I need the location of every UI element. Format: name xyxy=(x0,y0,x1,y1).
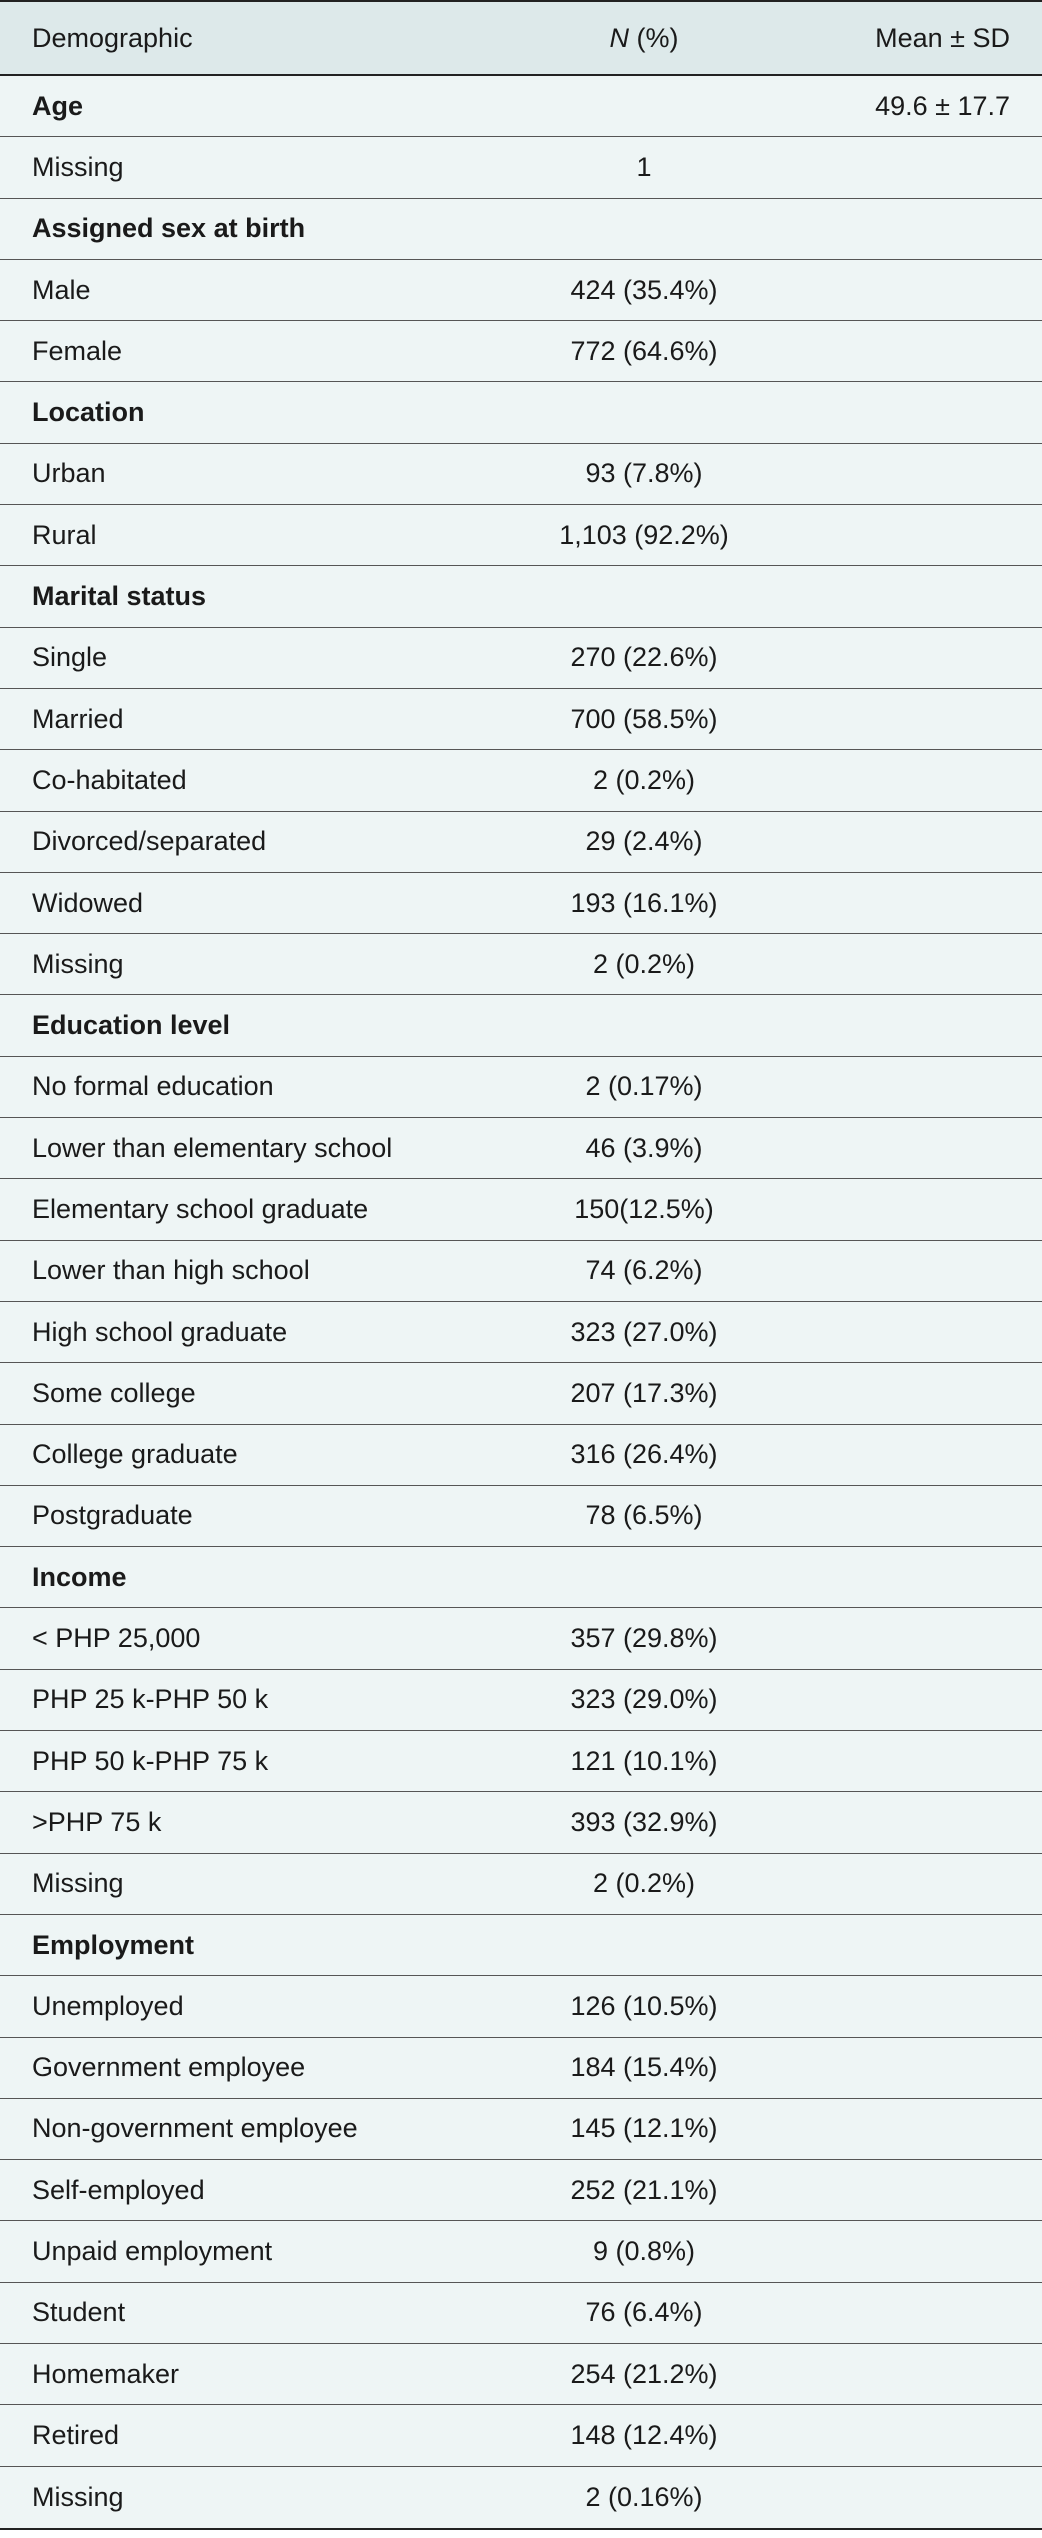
row-n-percent: 148 (12.4%) xyxy=(570,2419,718,2450)
table-row xyxy=(0,873,1042,934)
row-label: Missing xyxy=(32,151,124,182)
row-label: High school graduate xyxy=(32,1316,288,1347)
row-n-percent: 1 xyxy=(636,151,652,182)
table-row xyxy=(0,2221,1042,2282)
table-row xyxy=(0,1854,1042,1915)
row-n-percent: 393 (32.9%) xyxy=(570,1806,718,1837)
row-label: Male xyxy=(32,274,91,305)
section-label: Income xyxy=(32,1561,127,1592)
table-row xyxy=(0,2099,1042,2160)
row-label: Unpaid employment xyxy=(32,2236,273,2267)
table-row xyxy=(0,1486,1042,1547)
section-row xyxy=(0,1547,1042,1608)
row-n-percent: 2 (0.2%) xyxy=(592,764,696,795)
table-row xyxy=(0,750,1042,811)
row-label: Student xyxy=(32,2297,126,2328)
row-n-percent: 150(12.5%) xyxy=(574,1193,714,1224)
table-row xyxy=(0,628,1042,689)
section-row xyxy=(0,199,1042,260)
row-n-percent: 207 (17.3%) xyxy=(570,1377,718,1408)
table-row xyxy=(0,1118,1042,1179)
section-label: Marital status xyxy=(32,581,207,612)
row-n-percent: 76 (6.4%) xyxy=(585,2297,703,2328)
row-n-percent: 145 (12.1%) xyxy=(570,2113,718,2144)
table-row xyxy=(0,2344,1042,2405)
table-row xyxy=(0,1057,1042,1118)
section-label: Age xyxy=(32,90,84,121)
row-label: Married xyxy=(32,703,124,734)
row-n-percent: 1,103 (92.2%) xyxy=(559,519,729,550)
table-row xyxy=(0,321,1042,382)
row-n-percent: 78 (6.5%) xyxy=(585,1500,703,1531)
table-row xyxy=(0,505,1042,566)
row-label: PHP 25 k-PHP 50 k xyxy=(32,1684,269,1715)
section-row xyxy=(0,382,1042,443)
row-label: Divorced/separated xyxy=(32,826,267,857)
section-label: Assigned sex at birth xyxy=(32,213,306,244)
row-n-percent: 2 (0.16%) xyxy=(585,2481,703,2512)
row-label: Co-habitated xyxy=(32,764,187,795)
row-label: No formal education xyxy=(32,1071,274,1102)
row-label: Government employee xyxy=(32,2052,306,2083)
row-label: PHP 50 k-PHP 75 k xyxy=(32,1745,269,1776)
section-row xyxy=(0,995,1042,1056)
row-label: Postgraduate xyxy=(32,1500,193,1531)
table-row xyxy=(0,1302,1042,1363)
row-mean-sd: 49.6 ± 17.7 xyxy=(875,90,1010,121)
table-row xyxy=(0,1425,1042,1486)
table-row xyxy=(0,1731,1042,1792)
row-label: Retired xyxy=(32,2419,120,2450)
row-label: Some college xyxy=(32,1377,196,1408)
row-n-percent: 357 (29.8%) xyxy=(570,1623,718,1654)
row-n-percent: 184 (15.4%) xyxy=(570,2052,718,2083)
table-row xyxy=(0,260,1042,321)
row-n-percent: 93 (7.8%) xyxy=(585,458,703,489)
row-label: < PHP 25,000 xyxy=(32,1623,201,1654)
row-n-percent: 2 (0.2%) xyxy=(592,1868,696,1899)
table-row xyxy=(0,444,1042,505)
section-row xyxy=(0,1915,1042,1976)
row-n-percent: 424 (35.4%) xyxy=(570,274,718,305)
table-row xyxy=(0,1608,1042,1669)
row-label: Self-employed xyxy=(32,2174,205,2205)
table-body xyxy=(0,76,1042,2528)
row-label: Lower than high school xyxy=(32,1255,310,1286)
row-label: Homemaker xyxy=(32,2358,180,2389)
table-row xyxy=(0,2283,1042,2344)
row-n-percent: 46 (3.9%) xyxy=(585,1132,703,1163)
table-row xyxy=(0,1241,1042,1302)
table-row xyxy=(0,1976,1042,2037)
row-n-percent: 323 (27.0%) xyxy=(570,1316,718,1347)
row-label: Elementary school graduate xyxy=(32,1193,369,1224)
table-row xyxy=(0,1670,1042,1731)
header-n-percent xyxy=(470,23,818,54)
row-n-percent: 252 (21.1%) xyxy=(570,2174,718,2205)
row-n-percent: 772 (64.6%) xyxy=(570,335,718,366)
row-n-percent: 700 (58.5%) xyxy=(570,703,718,734)
row-label: Missing xyxy=(32,948,124,979)
row-label: Missing xyxy=(32,1868,124,1899)
row-label: College graduate xyxy=(32,1439,238,1470)
table-row xyxy=(0,812,1042,873)
row-n-percent: 29 (2.4%) xyxy=(585,826,703,857)
row-n-percent: 193 (16.1%) xyxy=(570,887,718,918)
row-label: Lower than elementary school xyxy=(32,1132,393,1163)
row-label: Missing xyxy=(32,2481,124,2512)
table-row xyxy=(0,2038,1042,2099)
row-n-percent: 2 (0.17%) xyxy=(585,1071,703,1102)
section-label: Location xyxy=(32,397,145,428)
row-label: Non-government employee xyxy=(32,2113,358,2144)
row-label: Single xyxy=(32,642,108,673)
row-label: Urban xyxy=(32,458,106,489)
row-n-percent: 74 (6.2%) xyxy=(585,1255,703,1286)
row-label: Unemployed xyxy=(32,1990,184,2021)
table-row xyxy=(0,1363,1042,1424)
table-row xyxy=(0,689,1042,750)
section-row xyxy=(0,566,1042,627)
row-label: >PHP 75 k xyxy=(32,1806,162,1837)
row-n-percent: 270 (22.6%) xyxy=(570,642,718,673)
row-n-percent: 121 (10.1%) xyxy=(570,1745,718,1776)
table-row xyxy=(0,1792,1042,1853)
table-row xyxy=(0,2160,1042,2221)
row-label: Female xyxy=(32,335,123,366)
header-mean-sd: Mean ± SD xyxy=(875,22,1010,53)
header-percent: (%) xyxy=(629,22,679,53)
table-row xyxy=(0,2405,1042,2466)
table-row xyxy=(0,1179,1042,1240)
row-n-percent: 2 (0.2%) xyxy=(592,948,696,979)
row-n-percent: 9 (0.8%) xyxy=(592,2236,696,2267)
row-label: Widowed xyxy=(32,887,144,918)
header-demographic: Demographic xyxy=(32,22,193,53)
header-n-symbol: N xyxy=(609,22,629,53)
table-header xyxy=(0,2,1042,76)
section-row xyxy=(0,76,1042,137)
section-label: Employment xyxy=(32,1929,195,1960)
table-row xyxy=(0,2467,1042,2528)
row-n-percent: 323 (29.0%) xyxy=(570,1684,718,1715)
section-label: Education level xyxy=(32,1010,231,1041)
row-label: Rural xyxy=(32,519,97,550)
row-n-percent: 316 (26.4%) xyxy=(570,1439,718,1470)
row-n-percent: 126 (10.5%) xyxy=(570,1990,718,2021)
table-row xyxy=(0,934,1042,995)
table-row xyxy=(0,137,1042,198)
row-n-percent: 254 (21.2%) xyxy=(570,2358,718,2389)
